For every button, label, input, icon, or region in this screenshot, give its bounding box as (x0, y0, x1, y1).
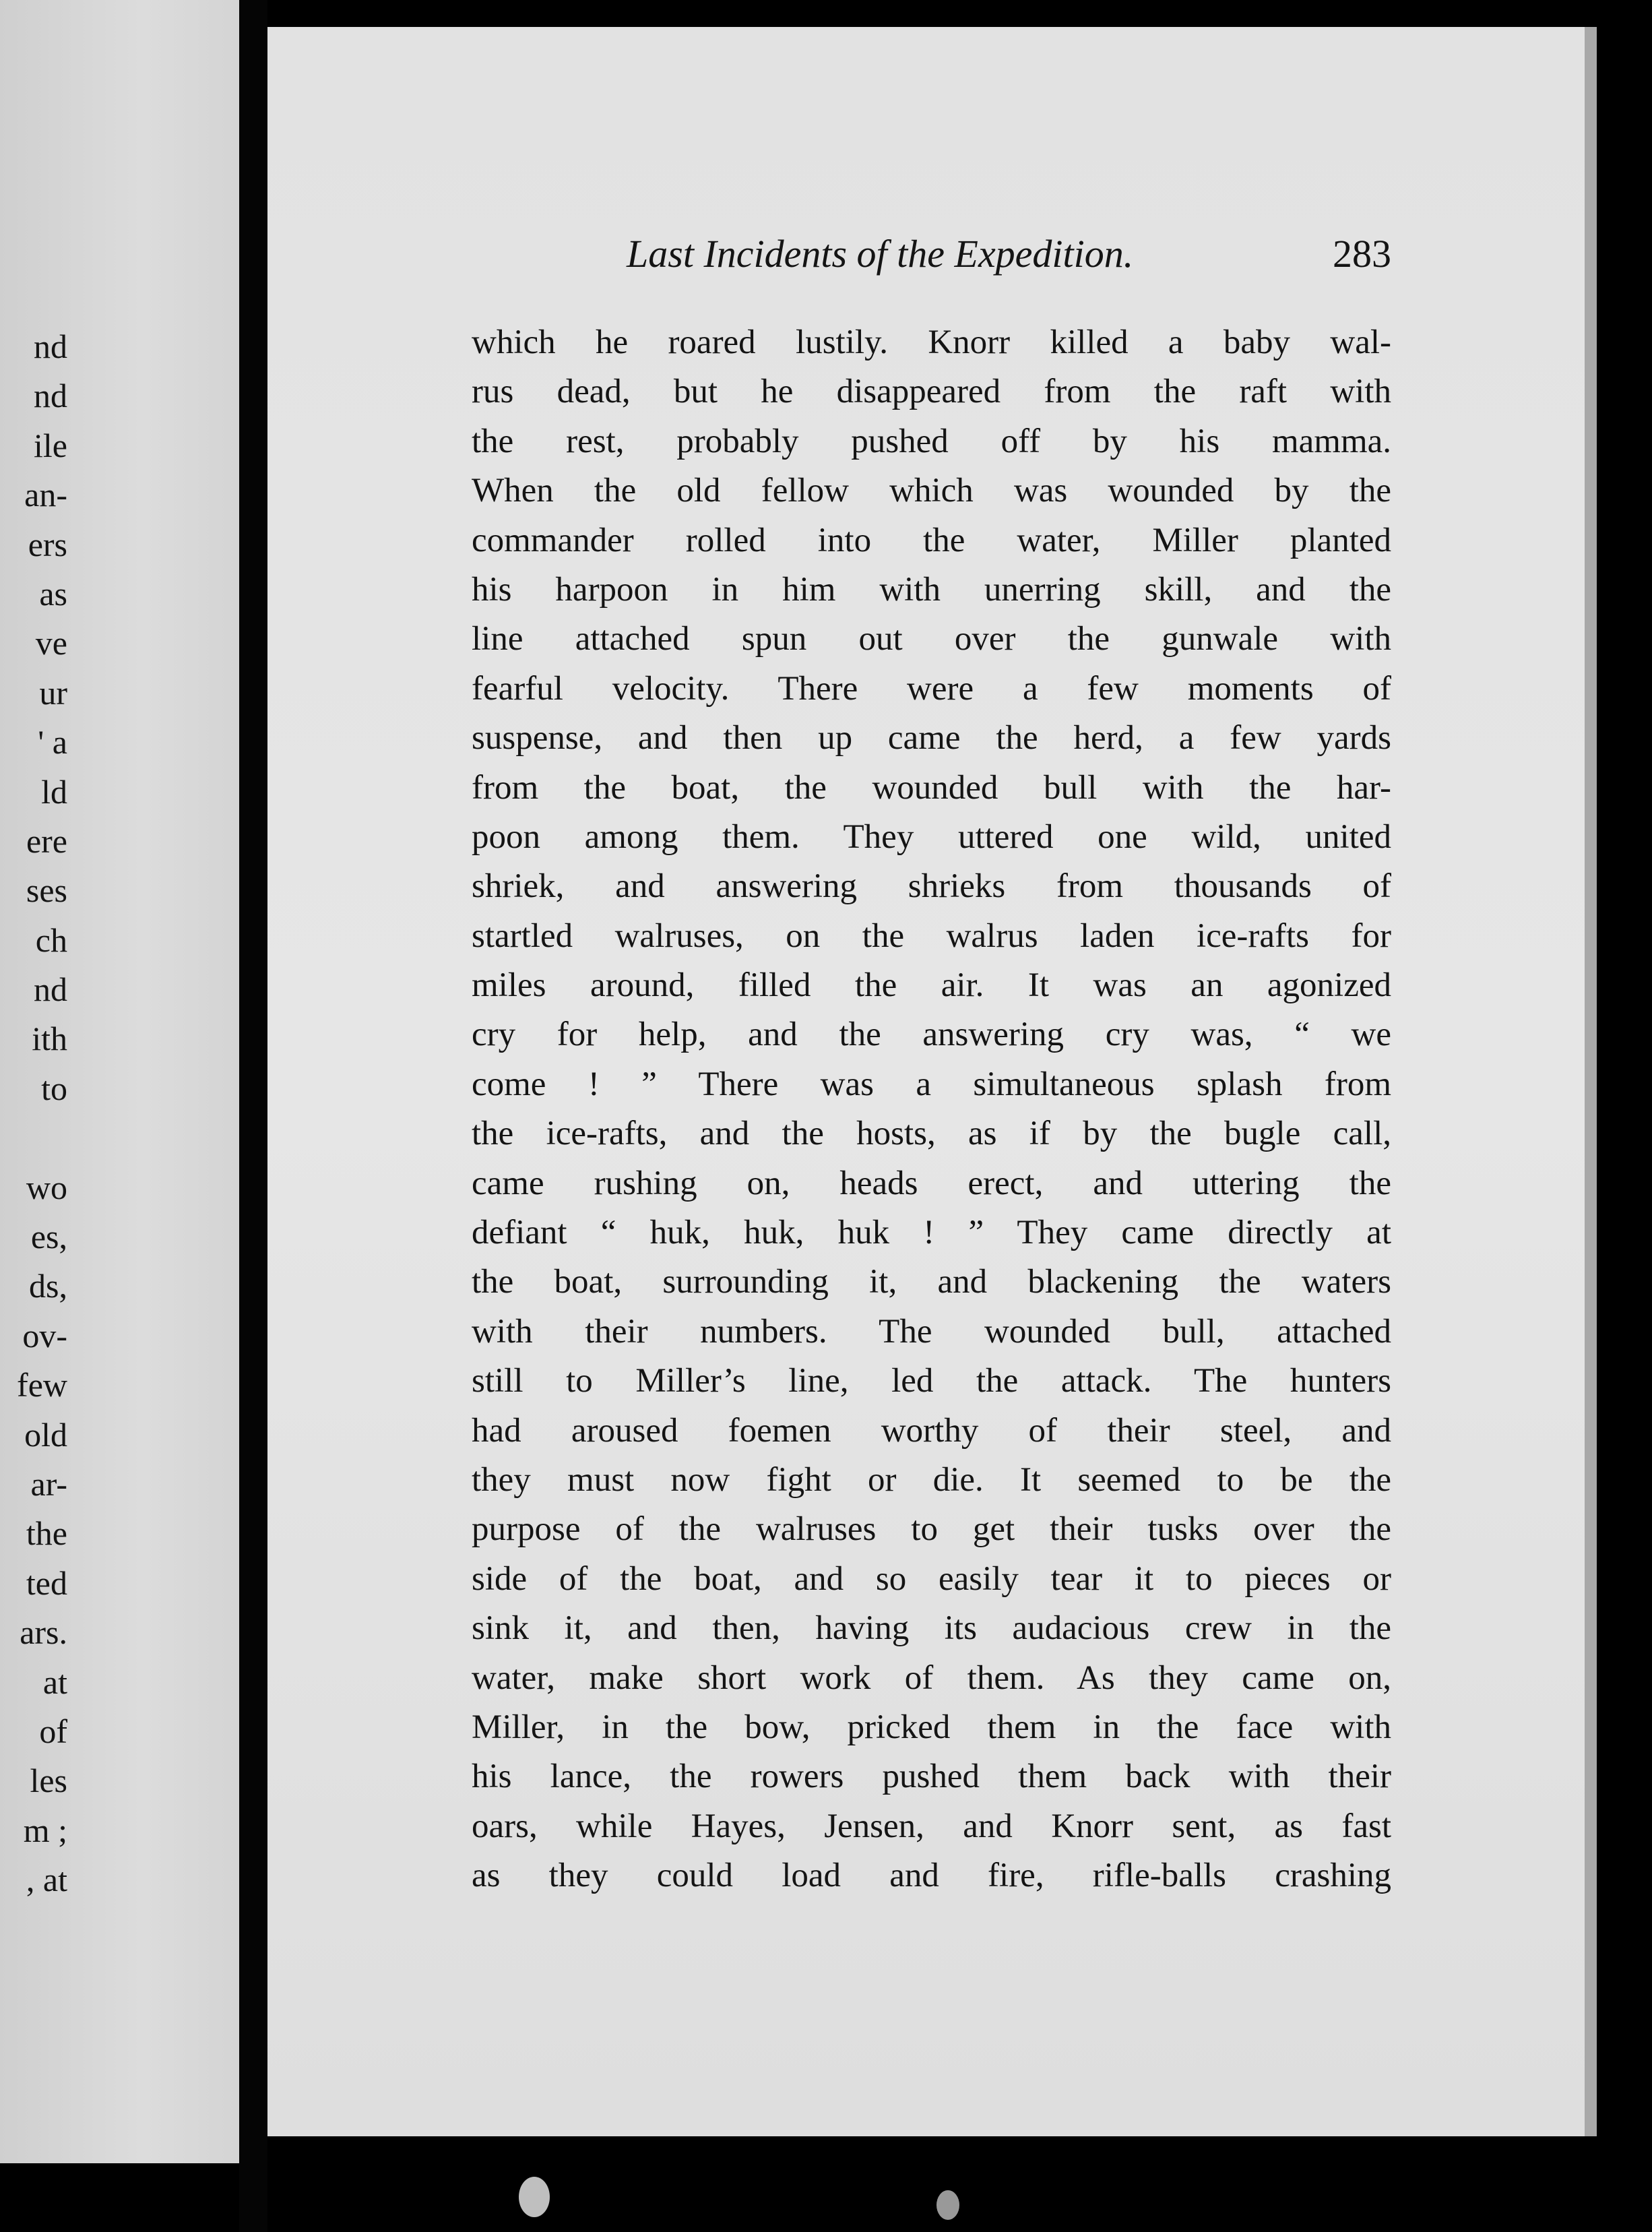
page-header (472, 224, 1391, 284)
left-fragment: ers (28, 525, 67, 563)
left-fragment (0, 1113, 67, 1162)
left-fragment: nd (34, 377, 67, 415)
text-line: the boat, surrounding it, and blackening the waters (472, 1263, 1391, 1301)
left-fragment: ar- (30, 1464, 67, 1503)
left-fragment: ile (34, 426, 67, 464)
left-fragment: ov- (22, 1316, 67, 1355)
left-fragment: ses (26, 871, 67, 910)
left-fragment: few (17, 1366, 67, 1404)
left-fragment: as (39, 574, 67, 613)
left-fragment: old (24, 1415, 67, 1454)
left-page-text-fragments (0, 322, 67, 1905)
text-line: his lance, the rowers pushed them back with their (472, 1758, 1391, 1796)
left-fragment: of (39, 1712, 67, 1750)
text-line: came rushing on, heads erect, and uttering the (472, 1164, 1391, 1202)
text-line: still to Miller’s line, led the attack. The hunters (472, 1362, 1391, 1400)
left-fragment: ere (26, 822, 67, 860)
text-line: which he roared lustily. Knorr killed a baby wal- (472, 323, 1391, 361)
left-fragment: ds, (29, 1267, 67, 1305)
left-fragment: ted (26, 1563, 67, 1602)
running-title: Last Incidents of the Expedition. (627, 232, 1134, 276)
text-line: oars, while Hayes, Jensen, and Knorr sent, as fast (472, 1807, 1391, 1845)
left-fragment: at (42, 1663, 67, 1701)
text-line: shriek, and answering shrieks from thousands of (472, 867, 1391, 906)
left-fragment: ld (41, 772, 67, 811)
text-line: defiant “ huk, huk, huk ! ” They came directly at (472, 1214, 1391, 1252)
text-line: his harpoon in him with unerring skill, and the (472, 570, 1391, 609)
text-line: they must now fight or die. It seemed to be the (472, 1460, 1391, 1499)
text-line: from the boat, the wounded bull with the har- (472, 768, 1391, 807)
text-line: startled walruses, on the walrus laden ice-rafts for (472, 917, 1391, 955)
text-line: side of the boat, and so easily tear it to pieces or (472, 1559, 1391, 1598)
left-fragment: es, (30, 1218, 67, 1256)
text-line: commander rolled into the water, Miller planted (472, 521, 1391, 559)
left-fragment: the (26, 1514, 67, 1553)
left-fragment: an- (24, 476, 67, 514)
left-fragment: ve (35, 624, 67, 662)
text-line: rus dead, but he disappeared from the raft with (472, 373, 1391, 411)
body-text (472, 318, 1391, 1901)
text-line: line attached spun out over the gunwale with (472, 620, 1391, 658)
text-line: with their numbers. The wounded bull, attached (472, 1312, 1391, 1351)
text-line: the rest, probably pushed off by his mamma. (472, 422, 1391, 460)
text-line: fearful velocity. There were a few moments of (472, 669, 1391, 708)
left-fragment: ur (39, 673, 67, 712)
text-line: miles around, filled the air. It was an agonized (472, 966, 1391, 1005)
left-fragment: , at (26, 1861, 67, 1899)
left-fragment: ith (32, 1020, 67, 1058)
text-line: as they could load and fire, rifle-balls crashing (472, 1857, 1391, 1895)
left-fragment: to (41, 1069, 67, 1107)
left-fragment: ch (35, 921, 67, 959)
scan-artifact (936, 2190, 959, 2220)
page-number: 283 (1333, 232, 1391, 276)
right-page-edge (1585, 27, 1597, 2136)
book-gutter (239, 0, 267, 2232)
left-fragment: m ; (23, 1811, 67, 1849)
left-fragment: nd (34, 328, 67, 365)
left-fragment: ' a (38, 723, 67, 762)
text-line: purpose of the walruses to get their tusks over the (472, 1510, 1391, 1549)
text-line: the ice-rafts, and the hosts, as if by the bugle call, (472, 1115, 1391, 1153)
text-line: suspense, and then up came the herd, a few yards (472, 719, 1391, 757)
text-line: Miller, in the bow, pricked them in the face with (472, 1708, 1391, 1746)
scan-artifact (519, 2177, 550, 2217)
left-fragment: nd (34, 970, 67, 1009)
left-fragment: les (30, 1762, 67, 1800)
text-line: When the old fellow which was wounded by the (472, 472, 1391, 510)
left-fragment: ars. (20, 1613, 67, 1652)
text-line: poon among them. They uttered one wild, united (472, 817, 1391, 856)
text-line: sink it, and then, having its audacious crew in the (472, 1609, 1391, 1648)
left-page-edge (0, 0, 239, 2163)
text-line: water, make short work of them. As they came on, (472, 1658, 1391, 1697)
text-line: cry for help, and the answering cry was, “ we (472, 1016, 1391, 1054)
left-fragment: wo (26, 1168, 67, 1206)
text-line: come ! ” There was a simultaneous splash from (472, 1065, 1391, 1103)
text-line: had aroused foemen worthy of their steel, and (472, 1411, 1391, 1450)
